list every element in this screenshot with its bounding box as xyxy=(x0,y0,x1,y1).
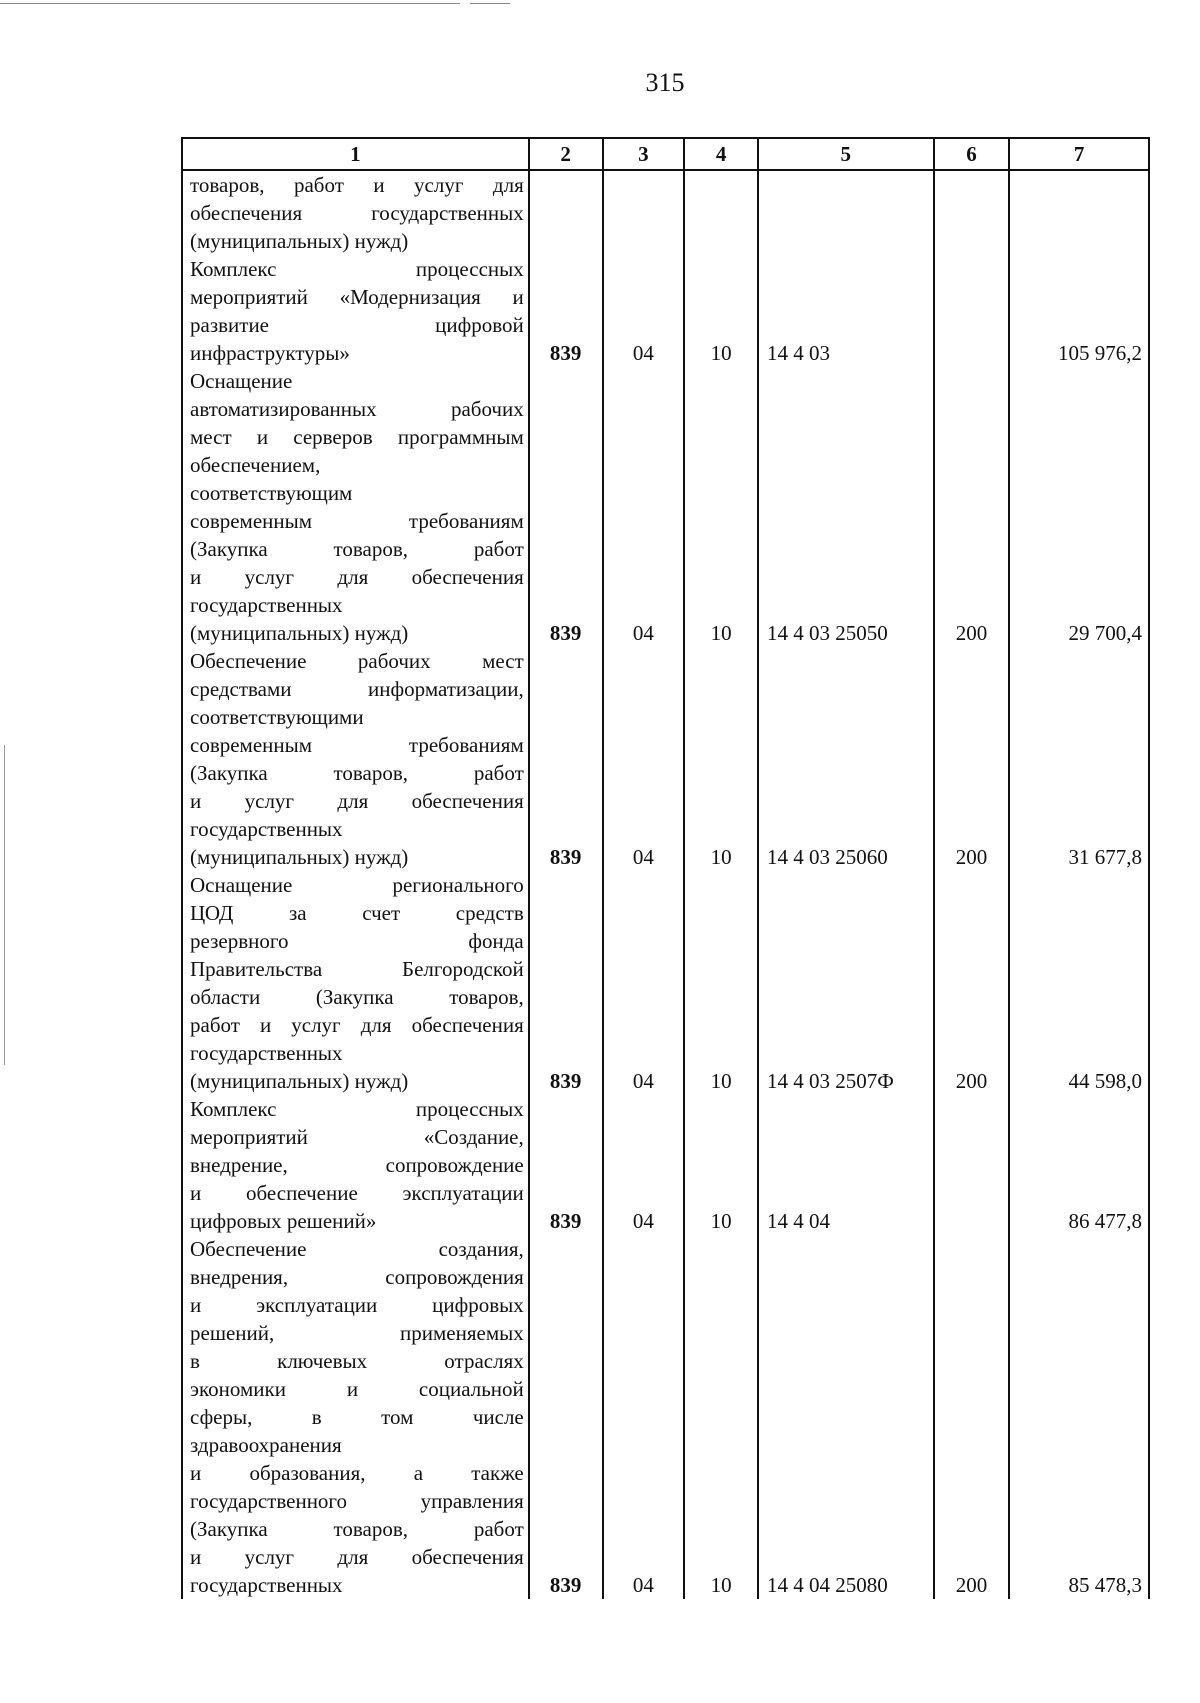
description-line: Правительства Белгородской xyxy=(190,957,524,981)
section-code: 04 xyxy=(603,367,685,647)
description-line: государственных xyxy=(190,593,343,617)
description-line: в ключевых отраслях xyxy=(190,1349,524,1373)
scan-edge-line xyxy=(0,3,460,4)
description-line: современным требованиям xyxy=(190,509,524,533)
target-article-code: 14 4 03 25050 xyxy=(758,367,934,647)
description-line: Комплекс процессных xyxy=(190,257,524,281)
row-description xyxy=(182,647,529,871)
description-line: Комплекс процессных xyxy=(190,1097,524,1121)
scan-edge-line xyxy=(470,3,510,4)
subsection-code: 10 xyxy=(684,170,758,367)
table-row xyxy=(182,871,1149,1095)
description-line: автоматизированных рабочих xyxy=(190,397,524,421)
description-line: (Закупка товаров, работ xyxy=(190,1517,524,1541)
section-code: 04 xyxy=(603,647,685,871)
table-body xyxy=(182,170,1149,1599)
description-line: и образования, а также xyxy=(190,1461,524,1485)
description-line: и услуг для обеспечения xyxy=(190,565,524,589)
section-code: 04 xyxy=(603,170,685,367)
description-line: и услуг для обеспечения xyxy=(190,789,524,813)
row-description xyxy=(182,871,529,1095)
amount: 86 477,8 xyxy=(1009,1095,1149,1235)
description-line: мероприятий «Модернизация и xyxy=(190,285,524,309)
description-line: Оснащение регионального xyxy=(190,873,524,897)
section-code: 04 xyxy=(603,1235,685,1599)
column-header: 4 xyxy=(684,138,758,170)
description-line: Оснащение xyxy=(190,369,293,393)
admin-code: 839 xyxy=(529,647,603,871)
description-line: развитие цифровой xyxy=(190,313,524,337)
subsection-code: 10 xyxy=(684,367,758,647)
description-line: мест и серверов программным xyxy=(190,425,524,449)
amount: 105 976,2 xyxy=(1009,170,1149,367)
description-line: обеспечением, xyxy=(190,453,321,477)
admin-code: 839 xyxy=(529,871,603,1095)
description-line: резервного фонда xyxy=(190,929,524,953)
description-line: (Закупка товаров, работ xyxy=(190,537,524,561)
description-line: внедрения, сопровождения xyxy=(190,1265,524,1289)
description-line: соответствующими xyxy=(190,705,364,729)
description-line: здравоохранения xyxy=(190,1433,342,1457)
column-header: 5 xyxy=(758,138,934,170)
description-line: современным требованиям xyxy=(190,733,524,757)
description-line: решений, применяемых xyxy=(190,1321,524,1345)
description-line: государственного управления xyxy=(190,1489,524,1513)
target-article-code: 14 4 04 25080 xyxy=(758,1235,934,1599)
description-line: ЦОД за счет средств xyxy=(190,901,524,925)
subsection-code: 10 xyxy=(684,647,758,871)
description-line: и услуг для обеспечения xyxy=(190,1545,524,1569)
description-line: (муниципальных) нужд) xyxy=(190,1069,409,1093)
amount: 44 598,0 xyxy=(1009,871,1149,1095)
description-line: (муниципальных) нужд) xyxy=(190,621,409,645)
admin-code: 839 xyxy=(529,1095,603,1235)
description-line: государственных xyxy=(190,1041,343,1065)
column-header: 2 xyxy=(529,138,603,170)
amount: 31 677,8 xyxy=(1009,647,1149,871)
column-header: 1 xyxy=(182,138,529,170)
target-article-code: 14 4 04 xyxy=(758,1095,934,1235)
expense-type-code xyxy=(934,170,1010,367)
table-header-row xyxy=(182,138,1149,170)
description-line: цифровых решений» xyxy=(190,1209,377,1233)
description-line: товаров, работ и услуг для xyxy=(190,173,524,197)
description-line: внедрение, сопровождение xyxy=(190,1153,524,1177)
table-row xyxy=(182,1235,1149,1599)
expense-type-code: 200 xyxy=(934,871,1010,1095)
row-description xyxy=(182,1095,529,1235)
description-line: и эксплуатации цифровых xyxy=(190,1293,524,1317)
description-line: инфраструктуры» xyxy=(190,341,350,365)
column-header: 6 xyxy=(934,138,1010,170)
column-header: 7 xyxy=(1009,138,1149,170)
table-row xyxy=(182,170,1149,367)
expense-type-code: 200 xyxy=(934,647,1010,871)
description-line: Обеспечение рабочих мест xyxy=(190,649,524,673)
expense-type-code: 200 xyxy=(934,367,1010,647)
description-line: сферы, в том числе xyxy=(190,1405,524,1429)
admin-code: 839 xyxy=(529,1235,603,1599)
subsection-code: 10 xyxy=(684,1095,758,1235)
admin-code: 839 xyxy=(529,170,603,367)
section-code: 04 xyxy=(603,871,685,1095)
subsection-code: 10 xyxy=(684,871,758,1095)
description-line: средствами информатизации, xyxy=(190,677,524,701)
description-line: мероприятий «Создание, xyxy=(190,1125,524,1149)
description-line: (Закупка товаров, работ xyxy=(190,761,524,785)
column-header: 3 xyxy=(603,138,685,170)
target-article-code: 14 4 03 2507Ф xyxy=(758,871,934,1095)
section-code: 04 xyxy=(603,1095,685,1235)
description-line: и обеспечение эксплуатации xyxy=(190,1181,524,1205)
row-description xyxy=(182,367,529,647)
description-line: экономики и социальной xyxy=(190,1377,524,1401)
scan-margin-mark xyxy=(4,745,5,1065)
table-row xyxy=(182,1095,1149,1235)
target-article-code: 14 4 03 xyxy=(758,170,934,367)
description-line: соответствующим xyxy=(190,481,353,505)
description-line: государственных xyxy=(190,1573,343,1597)
expense-type-code: 200 xyxy=(934,1235,1010,1599)
admin-code: 839 xyxy=(529,367,603,647)
amount: 29 700,4 xyxy=(1009,367,1149,647)
description-line: Обеспечение создания, xyxy=(190,1237,524,1261)
description-line: работ и услуг для обеспечения xyxy=(190,1013,524,1037)
row-description xyxy=(182,170,529,367)
table-row xyxy=(182,647,1149,871)
row-description xyxy=(182,1235,529,1599)
expense-type-code xyxy=(934,1095,1010,1235)
budget-table xyxy=(181,137,1150,1599)
description-line: государственных xyxy=(190,817,343,841)
description-line: области (Закупка товаров, xyxy=(190,985,524,1009)
table-row xyxy=(182,367,1149,647)
target-article-code: 14 4 03 25060 xyxy=(758,647,934,871)
description-line: (муниципальных) нужд) xyxy=(190,845,409,869)
page-number: 315 xyxy=(645,68,685,97)
amount: 85 478,3 xyxy=(1009,1235,1149,1599)
description-line: обеспечения государственных xyxy=(190,201,524,225)
description-line: (муниципальных) нужд) xyxy=(190,229,409,253)
subsection-code: 10 xyxy=(684,1235,758,1599)
